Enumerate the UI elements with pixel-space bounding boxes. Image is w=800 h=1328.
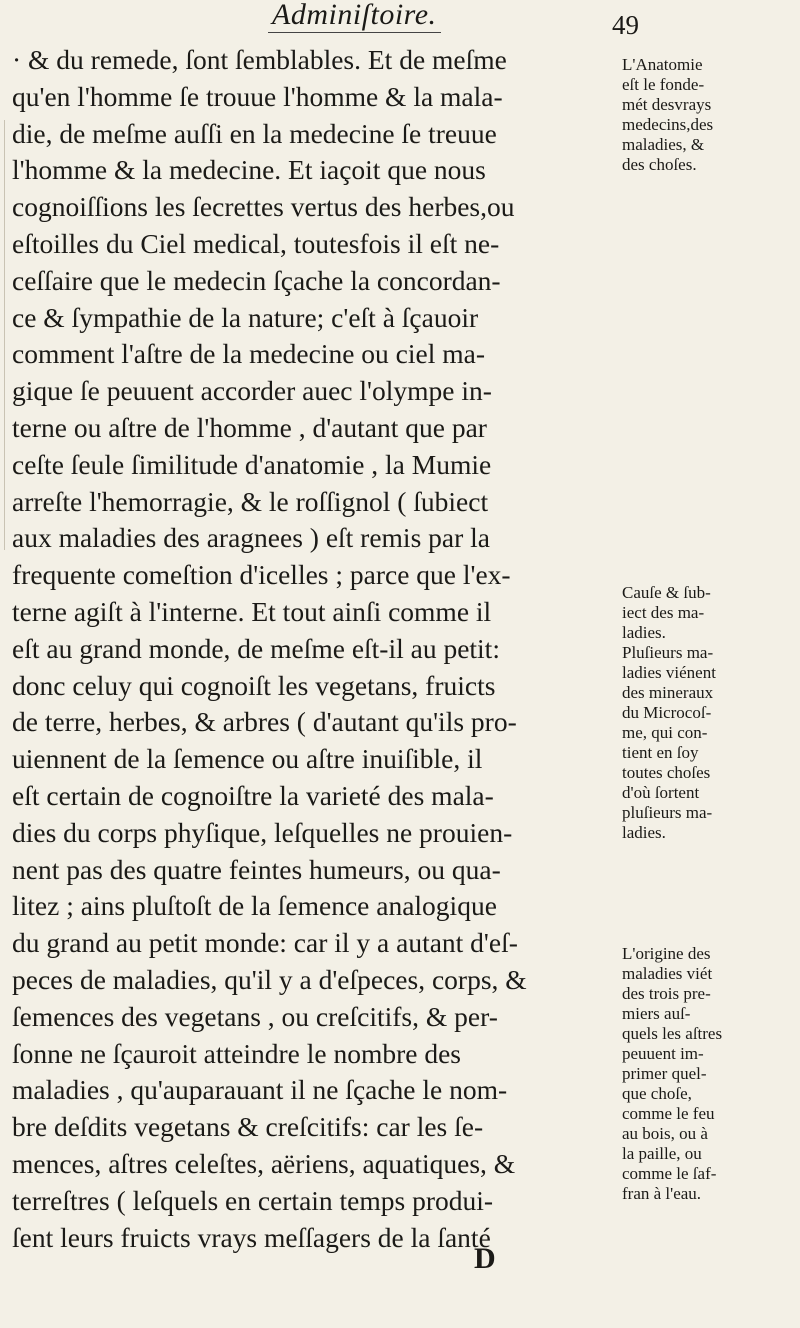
text-line: die, de meſme auſſi en la medecine ſe treuue	[12, 117, 497, 149]
margin-note-line: pluſieurs ma-	[622, 803, 713, 822]
text-line: eſt certain de cognoiſtre la varieté des mala-	[12, 779, 494, 811]
text-line: ce & ſympathie de la nature; c'eſt à ſçauoir	[12, 301, 479, 333]
margin-note-line: ladies viénent	[622, 663, 716, 682]
text-line: peces de maladies, qu'il y a d'eſpeces, corps, &	[12, 963, 527, 995]
margin-note-line: L'Anatomie	[622, 55, 703, 74]
margin-note-line: tient en ſoy	[622, 743, 699, 762]
catchword: D	[474, 1242, 496, 1275]
margin-note-line: des trois pre-	[622, 984, 711, 1003]
margin-note-line: medecins,des	[622, 115, 714, 134]
margin-note-line: miers auſ-	[622, 1004, 691, 1023]
text-line: aux maladies des aragnees ) eſt remis par la	[12, 522, 490, 554]
text-line: du grand au petit monde: car il y a autant d'eſ-	[12, 927, 518, 959]
text-line: ceſte ſeule ſimilitude d'anatomie , la Mumie	[12, 448, 492, 480]
text-line: gique ſe peuuent accorder auec l'olympe in-	[12, 375, 492, 407]
text-line: terne ou aſtre de l'homme , d'autant que par	[12, 411, 487, 443]
margin-note-line: comme le ſaf-	[622, 1164, 717, 1183]
text-line: l'homme & la medecine. Et iaçoit que nous	[12, 154, 486, 186]
text-line: ſent leurs fruicts vrays meſſagers de la ſanté	[12, 1221, 491, 1253]
margin-note-line: Cauſe & ſub-	[622, 583, 711, 602]
margin-note-line: me, qui con-	[622, 723, 708, 742]
text-line: ſemences des vegetans , ou creſcitifs, & per-	[12, 1000, 498, 1032]
text-line: comment l'aſtre de la medecine ou ciel ma-	[12, 338, 486, 370]
text-line: bre deſdits vegetans & creſcitifs: car les ſe-	[12, 1111, 484, 1143]
margin-note	[622, 55, 794, 175]
text-line: mences, aſtres celeſtes, aëriens, aquatiques, &	[12, 1147, 516, 1179]
text-line: cognoiſſions les ſecrettes vertus des herbes,ou	[12, 191, 515, 223]
margin-note-line: au bois, ou à	[622, 1124, 708, 1143]
text-line: donc celuy qui cognoiſt les vegetans, fruicts	[12, 669, 496, 701]
text-line: uiennent de la ſemence ou aſtre inuiſible, il	[12, 743, 483, 775]
running-title: Adminiſtoire.	[268, 0, 441, 33]
margin-note	[622, 944, 794, 1204]
text-line: terreſtres ( leſquels en certain temps produi-	[12, 1184, 494, 1216]
text-line: eſtoilles du Ciel medical, toutesfois il eſt ne-	[12, 227, 500, 259]
margin-note-line: ladies.	[622, 823, 666, 842]
margin-note-line: des mineraux	[622, 683, 714, 702]
page-header	[0, 0, 800, 40]
page-number: 49	[612, 10, 639, 40]
text-line: terne agiſt à l'interne. Et tout ainſi comme il	[12, 595, 492, 627]
text-line: litez ; ains pluſtoſt de la ſemence analogique	[12, 890, 497, 922]
text-line: nent pas des quatre feintes humeurs, ou qua-	[12, 853, 501, 885]
margin-note-line: Pluſieurs ma-	[622, 643, 714, 662]
text-line: ceſſaire que le medecin ſçache la concordan-	[12, 264, 501, 296]
margin-note-line: d'où ſortent	[622, 783, 700, 802]
margin-note-line: primer quel-	[622, 1064, 707, 1083]
margin-note-line: du Microcoſ-	[622, 703, 712, 722]
margin-note-line: la paille, ou	[622, 1144, 702, 1163]
margin-note-line: des choſes.	[622, 155, 697, 174]
margin-note-line: ladies.	[622, 623, 666, 642]
margin-note-line: comme le feu	[622, 1104, 715, 1123]
margin-note	[622, 583, 794, 843]
margin-note-line: fran à l'eau.	[622, 1184, 702, 1203]
text-line: de terre, herbes, & arbres ( d'autant qu'ils pro-	[12, 706, 517, 738]
text-line: dies du corps phyſique, leſquelles ne prouien-	[12, 816, 513, 848]
text-line: maladies , qu'auparauant il ne ſçache le nom-	[12, 1074, 508, 1106]
margin-note-line: maladies, &	[622, 135, 705, 154]
margin-note-line: quels les aſtres	[622, 1024, 723, 1043]
text-line: · & du remede, ſont ſemblables. Et de meſme	[12, 44, 507, 75]
text-line: ſonne ne ſçauroit atteindre le nombre des	[12, 1037, 461, 1069]
margin-note-line: L'origine des	[622, 944, 711, 963]
margin-note-line: mét desvrays	[622, 95, 712, 114]
page-edge-shadow	[4, 120, 5, 550]
main-text-block	[12, 42, 612, 1256]
text-line: qu'en l'homme ſe trouue l'homme & la mala-	[12, 80, 503, 112]
margin-note-line: iect des ma-	[622, 603, 705, 622]
margin-note-line: que choſe,	[622, 1084, 692, 1103]
margin-note-line: peuuent im-	[622, 1044, 704, 1063]
text-line: arreſte l'hemorragie, & le roſſignol ( ſubiect	[12, 485, 489, 517]
margin-note-line: maladies viét	[622, 964, 713, 983]
margin-note-line: eſt le fonde-	[622, 75, 705, 94]
margin-note-line: toutes choſes	[622, 763, 711, 782]
text-line: frequente comeſtion d'icelles ; parce que l'ex-	[12, 559, 511, 591]
text-line: eſt au grand monde, de meſme eſt-il au petit:	[12, 632, 500, 664]
